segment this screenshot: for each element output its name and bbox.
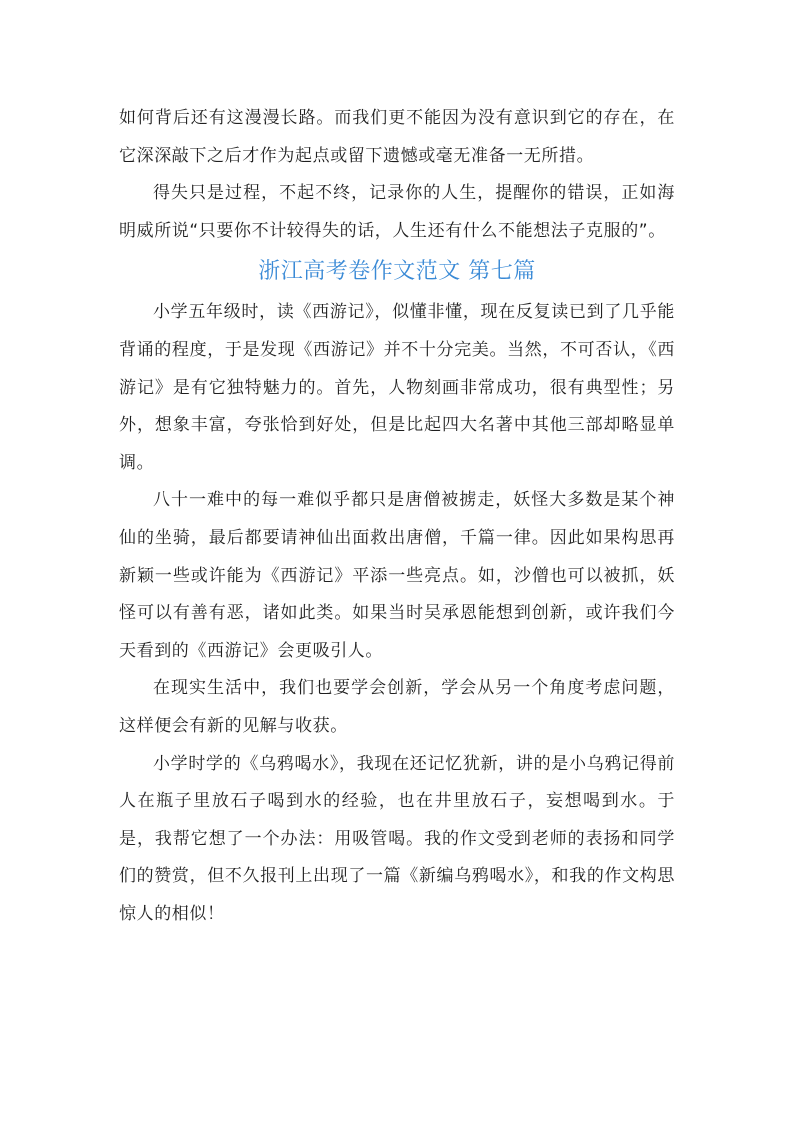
- paragraph-journey-to-west: 小学五年级时，读《西游记》，似懂非懂，现在反复读已到了几乎能背诵的程度，于是发现《西游记》并不十分完美。当然，不可否认，《西游记》是有它独特魅力的。首先，人物刻画非常成功，很有典型性；另外，想象丰富，夸张恰到好处，但是比起四大名著中其他三部却略显单调。: [119, 302, 675, 473]
- paragraph-innovation: 在现实生活中，我们也要学会创新，学会从另一个角度考虑问题，这样便会有新的见解与收获。: [119, 678, 675, 736]
- document-page: [119, 100, 675, 933]
- paragraph-continuation: 如何背后还有这漫漫长路。而我们更不能因为没有意识到它的存在，在它深深敲下之后才作为起点或留下遗憾或毫无准备一无所措。: [119, 108, 675, 166]
- paragraph-crow-drinks-water: 小学时学的《乌鸦喝水》，我现在还记忆犹新，讲的是小乌鸦记得前人在瓶子里放石子喝到水的经验，也在井里放石子，妄想喝到水。于是，我帮它想了一个办法：用吸管喝。我的作文受到老师的表扬和同学们的赞赏，但不久报刊上出现了一篇《新编乌鸦喝水》，和我的作文构思惊人的相似！: [119, 753, 675, 924]
- paragraph-gains-losses: 得失只是过程，不起不终，记录你的人生，提醒你的错误，正如海明威所说“只要你不计较得失的话，人生还有什么不能想法子克服的”。: [119, 183, 675, 241]
- section-heading: 浙江高考卷作文范文 第七篇: [258, 259, 536, 285]
- paragraph-eighty-one-trials: 八十一难中的每一难似乎都只是唐僧被掳走，妖怪大多数是某个神仙的坐骑，最后都要请神仙出面救出唐僧，千篇一律。因此如果构思再新颖一些或许能为《西游记》平添一些亮点。如，沙僧也可以被抓，妖怪可以有善有恶，诸如此类。如果当时吴承恩能想到创新，或许我们今天看到的《西游记》会更吸引人。: [119, 490, 675, 661]
